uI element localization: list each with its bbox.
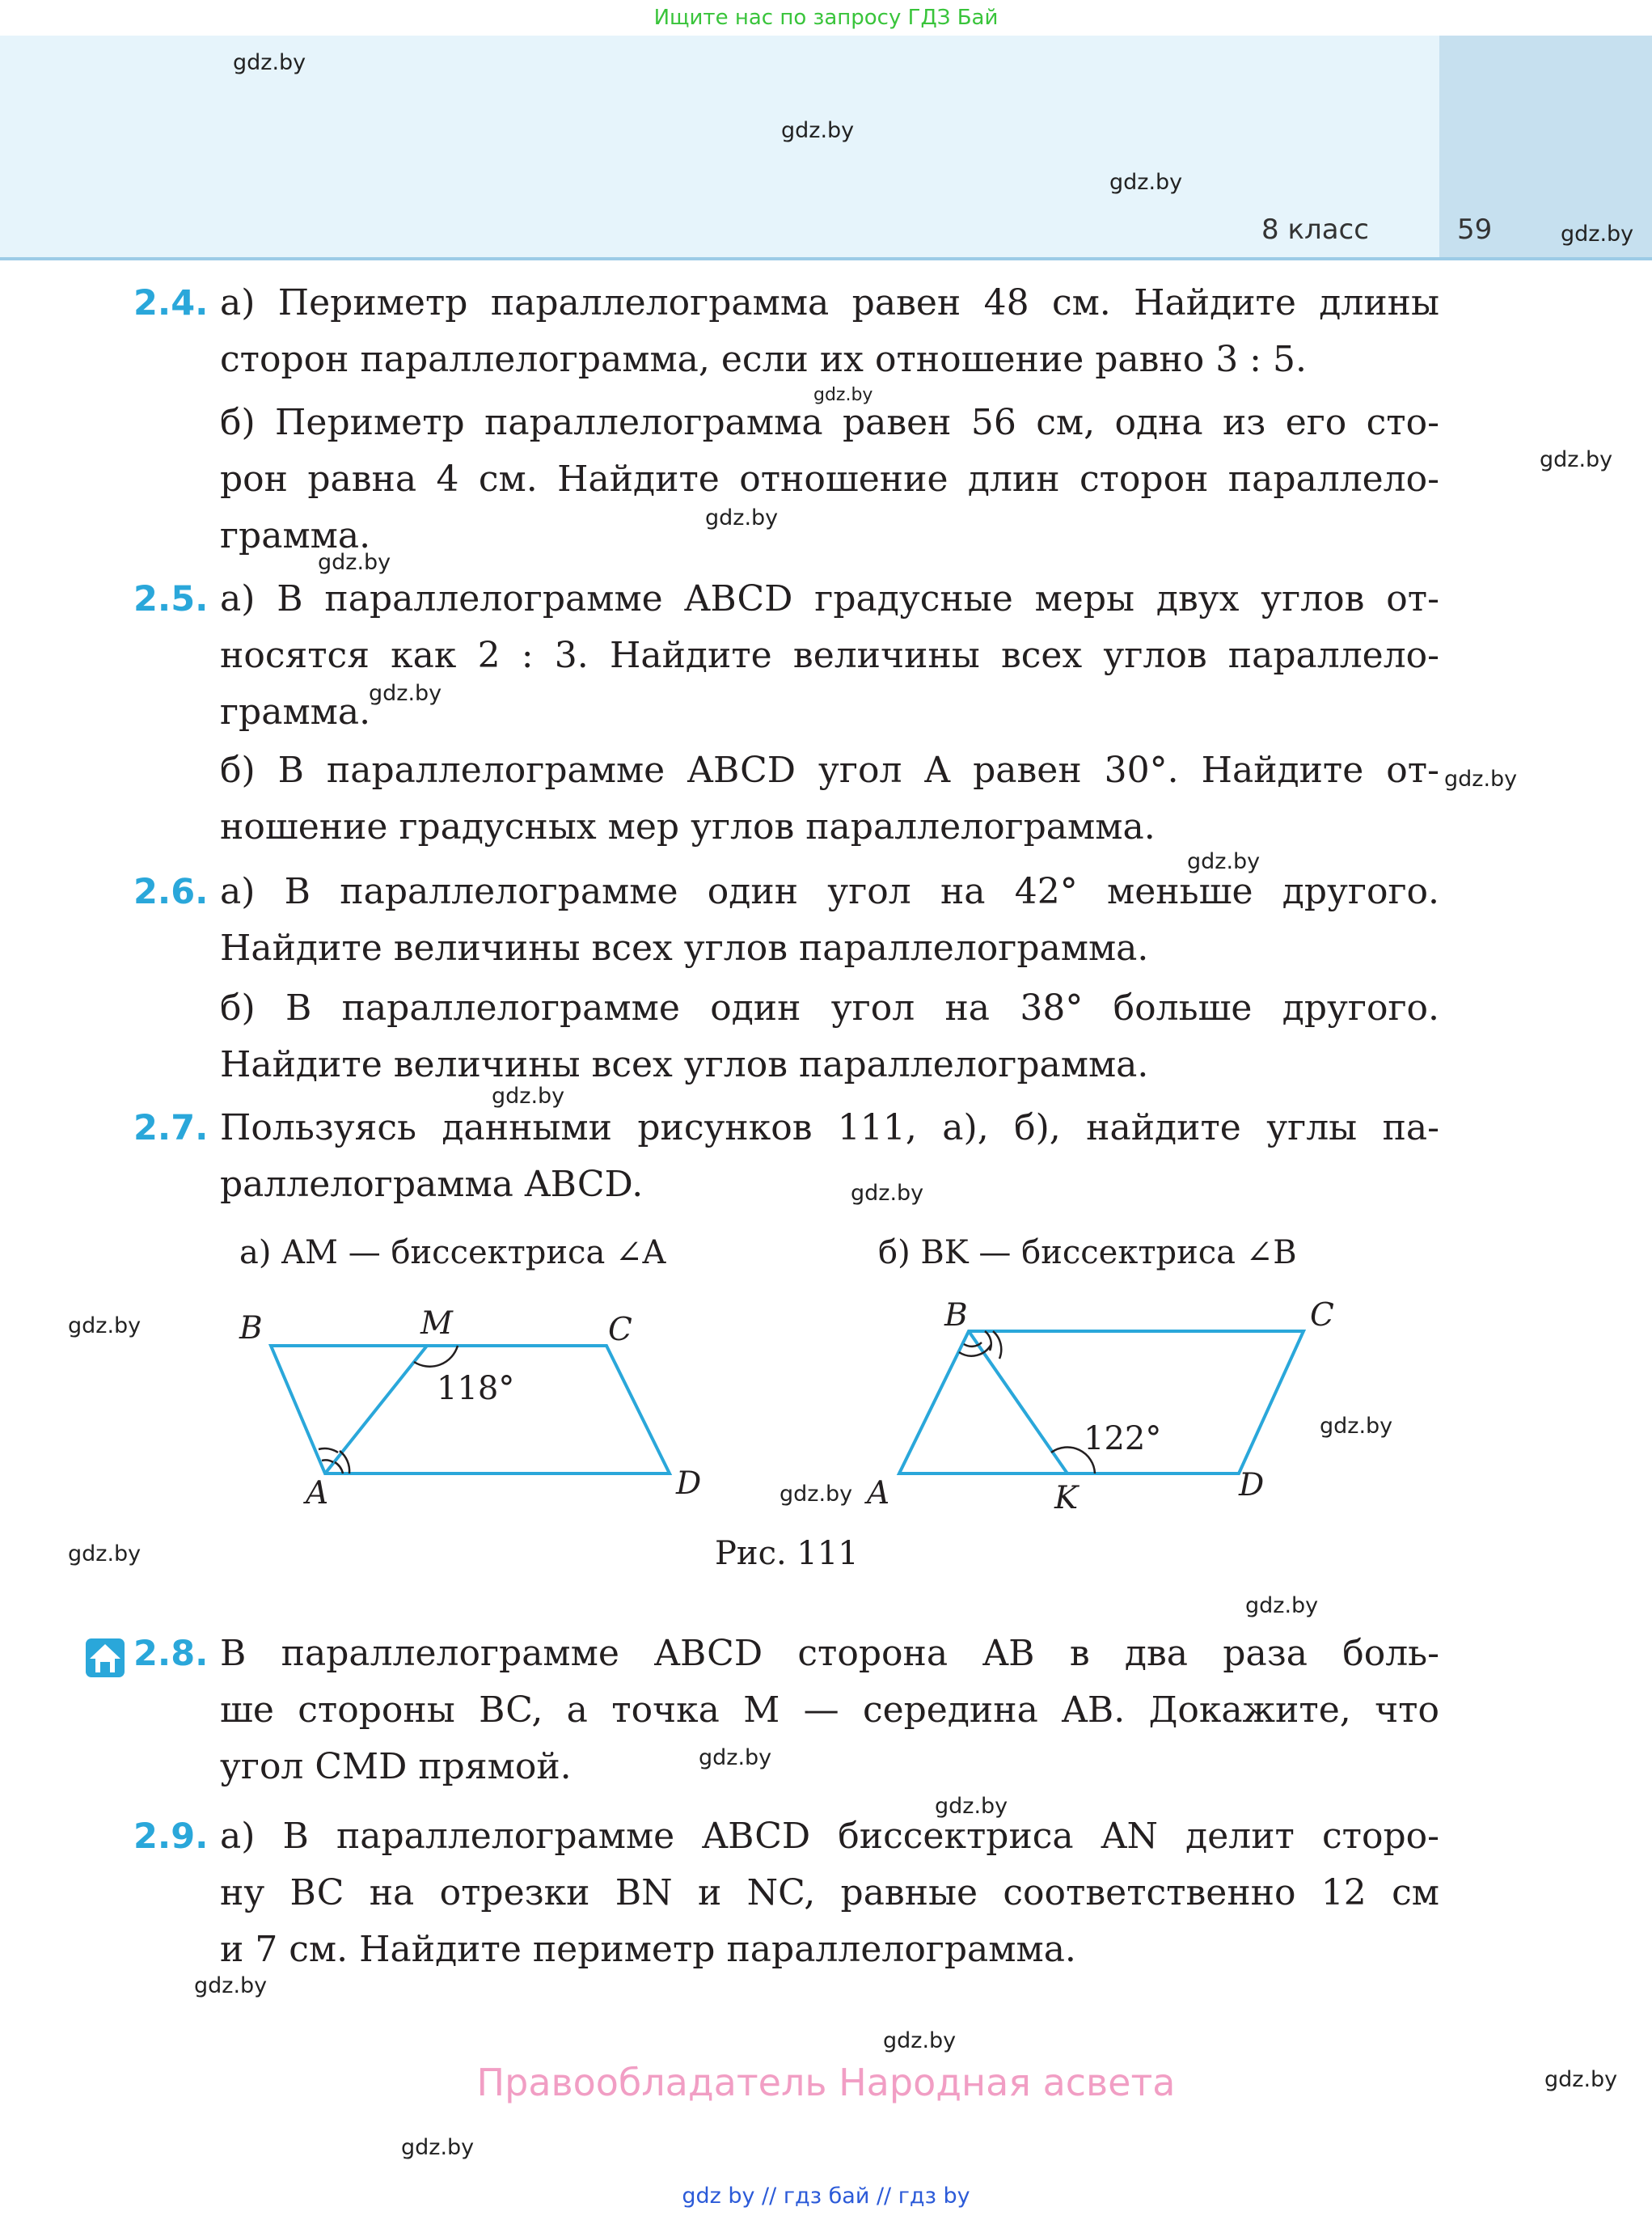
point-label-a: A bbox=[306, 1475, 329, 1512]
problem-line: В параллелограмме ABCD сторона AB в два раза боль- bbox=[220, 1633, 1439, 1674]
problem-number: 2.8. bbox=[133, 1634, 209, 1674]
problem-line: а) В параллелограмме ABCD градусные меры двух углов от- bbox=[220, 578, 1439, 619]
problem-number: 2.6. bbox=[133, 872, 209, 912]
problem-number: 2.4. bbox=[133, 283, 209, 323]
point-label-c: C bbox=[1310, 1297, 1334, 1334]
problem-line: б) В параллелограмме один угол на 38° больше другого. bbox=[220, 987, 1439, 1029]
problem-line: б) Периметр параллелограмма равен 56 см, одна из его сто- bbox=[220, 402, 1439, 443]
watermark: gdz.by bbox=[492, 1084, 565, 1109]
watermark: gdz.by bbox=[318, 550, 391, 575]
watermark: gdz.by bbox=[699, 1745, 772, 1770]
problem-number: 2.7. bbox=[133, 1108, 209, 1148]
copyright-notice: Правообладатель Народная асвета bbox=[476, 2061, 1176, 2104]
angle-arc-a-inner3 bbox=[322, 1460, 333, 1462]
problem-line: рон равна 4 см. Найдите отношение длин сторон параллело- bbox=[220, 459, 1439, 500]
problem-line: а) Периметр параллелограмма равен 48 см. Найдите длины bbox=[220, 282, 1439, 323]
watermark: gdz.by bbox=[1561, 222, 1634, 247]
problem-line: грамма. bbox=[220, 691, 371, 733]
figure-number: Рис. 111 bbox=[715, 1535, 859, 1572]
watermark: gdz.by bbox=[68, 1313, 142, 1338]
problem-line: угол CMD прямой. bbox=[220, 1746, 572, 1787]
problem-line: Найдите величины всех углов параллелограмма. bbox=[220, 928, 1149, 969]
problem-line: Найдите величины всех углов параллелограмма. bbox=[220, 1044, 1149, 1085]
point-label-d: D bbox=[676, 1465, 702, 1502]
problem-line: сторон параллелограмма, если их отношение равно 3 : 5. bbox=[220, 339, 1307, 380]
watermark: gdz.by bbox=[705, 505, 779, 531]
problem-line: ше стороны BC, а точка M — середина AB. Докажите, что bbox=[220, 1689, 1439, 1731]
page-number: 59 bbox=[1457, 214, 1493, 246]
watermark: gdz.by bbox=[1544, 2067, 1618, 2092]
angle-label-122: 122° bbox=[1084, 1420, 1162, 1457]
grade-label: 8 класс bbox=[1261, 214, 1369, 246]
problem-line: а) В параллелограмме один угол на 42° меньше другого. bbox=[220, 871, 1439, 912]
point-label-a: A bbox=[867, 1475, 890, 1512]
watermark: gdz.by bbox=[1320, 1414, 1393, 1439]
problem-line: ну BC на отрезки BN и NC, равные соответственно 12 см bbox=[220, 1872, 1439, 1913]
problem-line: носятся как 2 : 3. Найдите величины всех углов параллело- bbox=[220, 635, 1439, 676]
watermark: gdz.by bbox=[851, 1181, 924, 1206]
point-label-k: K bbox=[1054, 1480, 1079, 1516]
watermark: gdz.by bbox=[883, 2028, 957, 2053]
point-label-m: M bbox=[420, 1305, 453, 1342]
watermark: gdz.by bbox=[1245, 1593, 1319, 1618]
figure-caption-a: а) AM — биссектриса ∠A bbox=[239, 1234, 666, 1271]
problem-line: и 7 см. Найдите периметр параллелограмма. bbox=[220, 1929, 1076, 1970]
problem-line: раллелограмма ABCD. bbox=[220, 1164, 644, 1205]
angle-arc-b-3 bbox=[993, 1331, 1001, 1359]
home-icon bbox=[84, 1637, 126, 1679]
watermark: gdz.by bbox=[1187, 849, 1261, 874]
watermark: gdz.by bbox=[401, 2135, 475, 2160]
watermark: gdz.by bbox=[813, 385, 873, 405]
watermark: gdz.by bbox=[780, 1482, 853, 1507]
bisector-am bbox=[325, 1346, 427, 1474]
watermark: gdz.by bbox=[781, 118, 855, 143]
watermark: gdz.by bbox=[68, 1541, 142, 1567]
watermark: gdz.by bbox=[1540, 447, 1613, 472]
problem-line: ношение градусных мер углов параллелограмма. bbox=[220, 806, 1156, 848]
angle-arc-a-inner bbox=[319, 1448, 338, 1452]
point-label-d: D bbox=[1239, 1467, 1265, 1503]
angle-arc-a-inner2 bbox=[335, 1462, 343, 1474]
point-label-b: B bbox=[944, 1297, 968, 1334]
problem-line: б) В параллелограмме ABCD угол A равен 30°. Найдите от- bbox=[220, 750, 1439, 791]
watermark: gdz.by bbox=[369, 681, 442, 706]
bottom-links[interactable]: gdz by // гдз бай // гдз by bbox=[682, 2184, 970, 2209]
problem-line: а) В параллелограмме ABCD биссектриса AN делит сторо- bbox=[220, 1816, 1439, 1857]
watermark: gdz.by bbox=[233, 50, 306, 75]
problem-line: грамма. bbox=[220, 515, 371, 556]
watermark: gdz.by bbox=[1444, 767, 1518, 792]
problem-line: Пользуясь данными рисунков 111, а), б), найдите углы па- bbox=[220, 1107, 1439, 1148]
watermark: gdz.by bbox=[194, 1973, 268, 1998]
angle-label-118: 118° bbox=[437, 1370, 515, 1407]
problem-number: 2.5. bbox=[133, 579, 209, 619]
problem-number: 2.9. bbox=[133, 1816, 209, 1857]
point-label-b: B bbox=[239, 1310, 263, 1347]
top-banner: Ищите нас по запросу ГДЗ Бай bbox=[653, 6, 999, 30]
parallelogram-a bbox=[271, 1346, 670, 1474]
point-label-c: C bbox=[608, 1312, 632, 1348]
figure-caption-b: б) BK — биссектриса ∠B bbox=[878, 1234, 1297, 1271]
watermark: gdz.by bbox=[1109, 170, 1183, 195]
watermark: gdz.by bbox=[935, 1794, 1008, 1819]
